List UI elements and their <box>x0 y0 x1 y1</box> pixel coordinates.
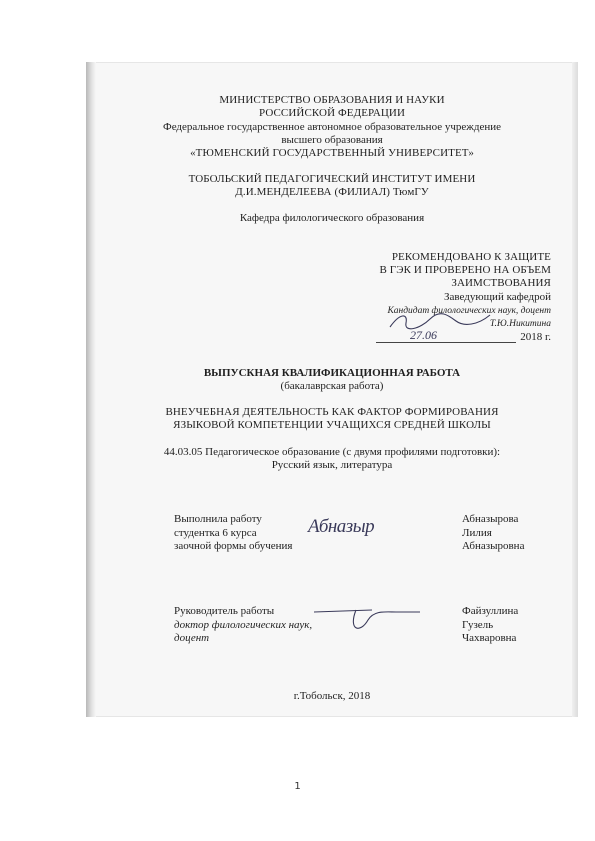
supervisor-title: доцент <box>174 632 210 644</box>
student-signature: Абназыр <box>308 516 375 537</box>
supervisor-signature <box>312 600 422 636</box>
student-surname: Абназырова <box>462 513 519 525</box>
supervisor-label-line1: Руководитель работы <box>174 605 275 617</box>
head-degree-label: Кандидат филологических наук, доцент <box>387 306 551 316</box>
head-of-department-label: Заведующий кафедрой <box>444 291 551 303</box>
head-signature <box>386 309 496 333</box>
education-level-line: высшего образования <box>281 134 383 146</box>
student-label-line1: Выполнила работу <box>174 513 262 525</box>
student-label-line2: студентка 6 курса <box>174 527 257 539</box>
work-subtitle: (бакалаврская работа) <box>280 380 384 392</box>
specialty-line1: 44.03.05 Педагогическое образование (с двумя профилями подготовки): <box>163 446 501 458</box>
institution-type-line: Федеральное государственное автономное образовательное учреждение <box>163 121 501 133</box>
supervisor-degree: доктор филологических наук, <box>174 619 313 631</box>
approval-line2: В ГЭК И ПРОВЕРЕНО НА ОБЪЕМ <box>379 264 551 276</box>
city-year: г.Тобольск, 2018 <box>293 690 371 702</box>
student-label-line3: заочной формы обучения <box>174 540 293 552</box>
approval-line1: РЕКОМЕНДОВАНО К ЗАЩИТЕ <box>391 251 551 263</box>
supervisor-surname: Файзуллина <box>462 605 519 617</box>
supervisor-first-name: Гузель <box>462 619 494 631</box>
approval-line3: ЗАИМСТВОВАНИЯ <box>451 277 551 289</box>
institute-name-line1: ТОБОЛЬСКИЙ ПЕДАГОГИЧЕСКИЙ ИНСТИТУТ ИМЕНИ <box>188 173 476 185</box>
topic-line2: ЯЗЫКОВОЙ КОМПЕТЕНЦИИ УЧАЩИХСЯ СРЕДНЕЙ ШКОЛЫ <box>173 419 491 431</box>
approval-year: 2018 г. <box>520 331 551 343</box>
federation-line: РОССИЙСКОЙ ФЕДЕРАЦИИ <box>258 107 406 119</box>
head-name: Т.Ю.Никитина <box>489 319 551 329</box>
date-underline <box>376 342 516 343</box>
university-name: «ТЮМЕНСКИЙ ГОСУДАРСТВЕННЫЙ УНИВЕРСИТЕТ» <box>190 147 474 159</box>
institute-name-line2: Д.И.МЕНДЕЛЕЕВА (ФИЛИАЛ) ТюмГУ <box>235 186 429 198</box>
student-patronymic: Абназыровна <box>462 540 525 552</box>
approval-handwritten-date: 27.06 <box>410 328 437 342</box>
ministry-line: МИНИСТЕРСТВО ОБРАЗОВАНИЯ И НАУКИ <box>219 94 445 106</box>
specialty-line2: Русский язык, литература <box>271 459 393 471</box>
supervisor-patronymic: Чахваровна <box>462 632 517 644</box>
page-number: 1 <box>294 781 301 792</box>
work-type-title: ВЫПУСКНАЯ КВАЛИФИКАЦИОННАЯ РАБОТА <box>203 367 461 379</box>
department-name: Кафедра филологического образования <box>239 212 425 224</box>
student-first-name: Лилия <box>462 527 492 539</box>
topic-line1: ВНЕУЧЕБНАЯ ДЕЯТЕЛЬНОСТЬ КАК ФАКТОР ФОРМИРОВАНИЯ <box>165 406 499 418</box>
